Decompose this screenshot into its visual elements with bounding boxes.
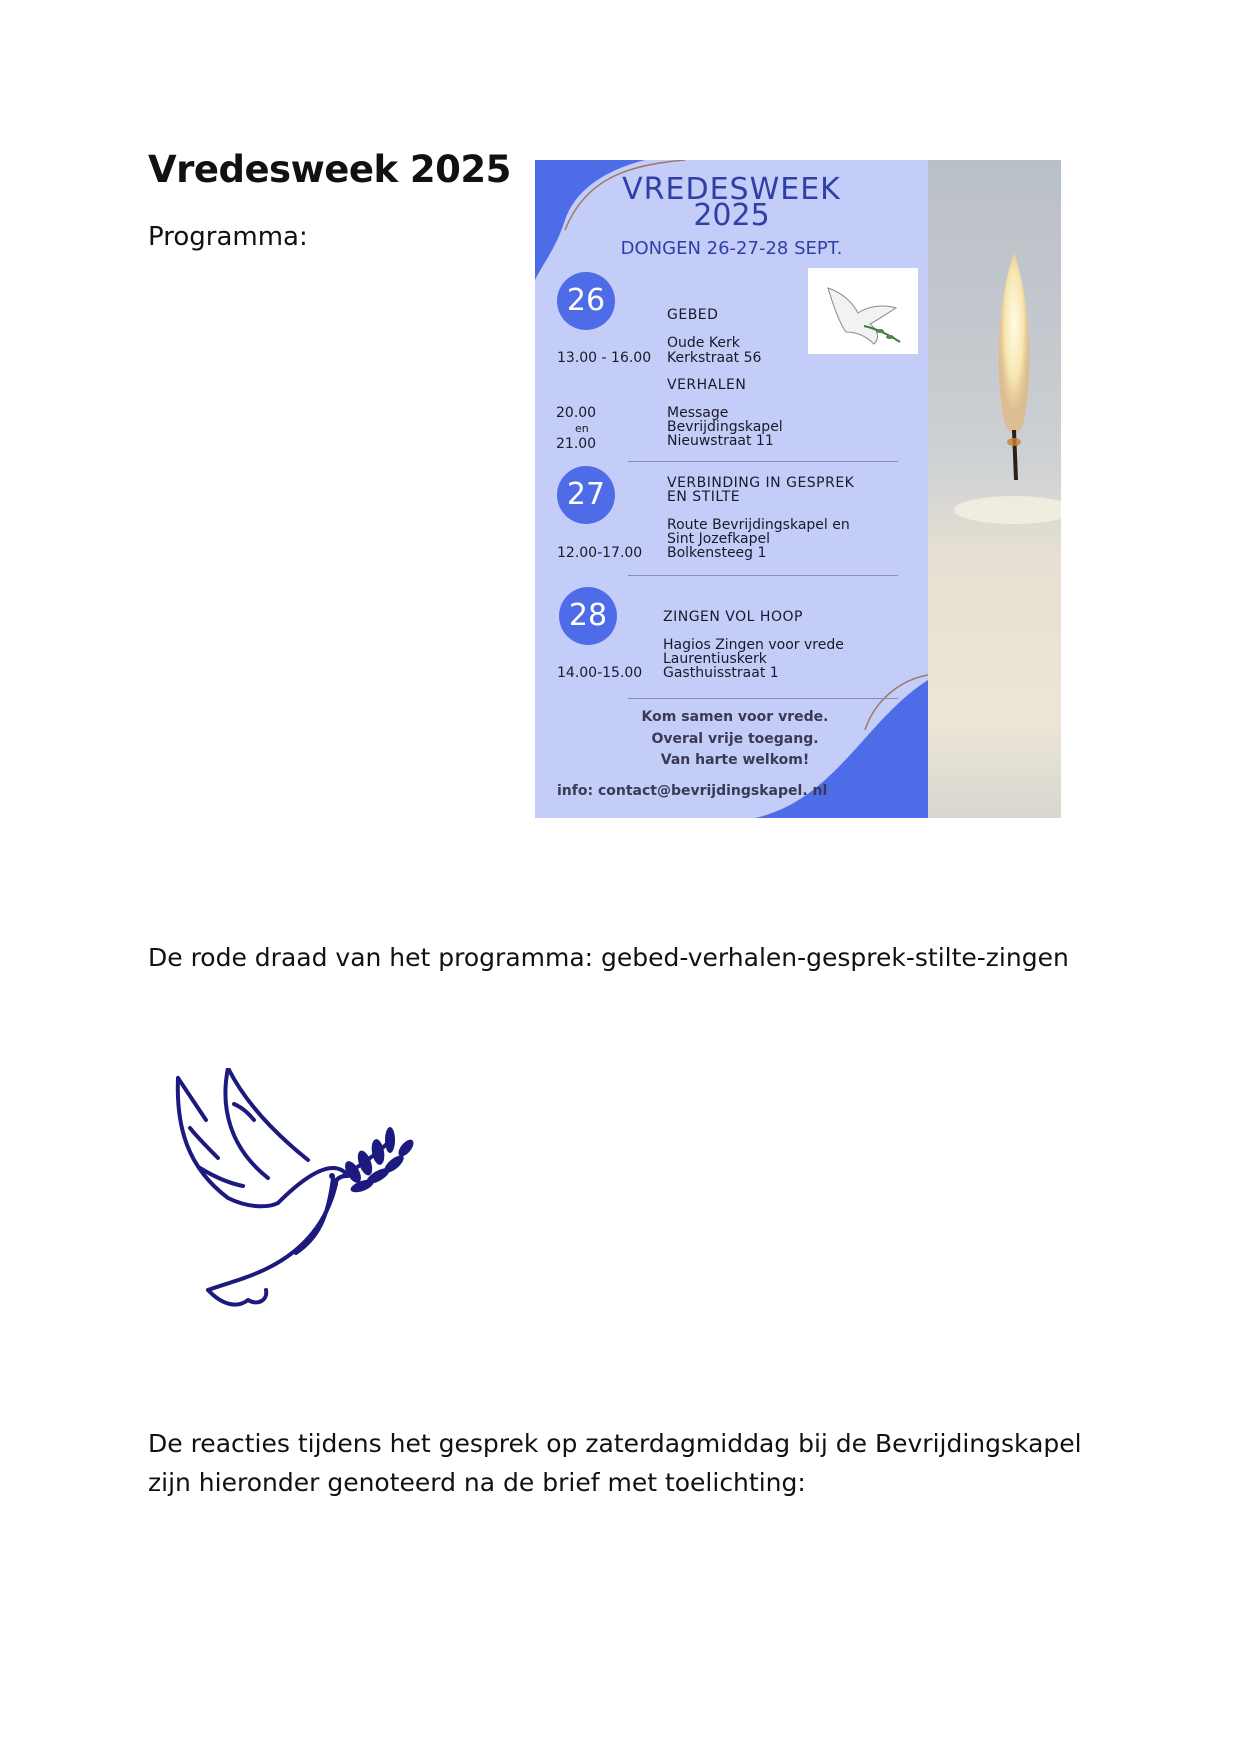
day26-time2-and: en [575, 422, 589, 435]
flyer-info: info: contact@bevrijdingskapel. nl [557, 783, 828, 799]
day26-place1-line2: Kerkstraat 56 [667, 350, 762, 366]
day28-event: ZINGEN VOL HOOP [663, 609, 803, 625]
dove-outline-icon [168, 1068, 448, 1318]
day26-event1: GEBED [667, 307, 719, 323]
candle-image [928, 160, 1061, 818]
closing-line2: Overal vrije toegang. [651, 731, 819, 747]
flyer-subtitle: DONGEN 26-27-28 SEPT. [620, 238, 843, 259]
paragraph-common-thread: De rode draad van het programma: gebed-verhalen-gesprek-stilte-zingen [148, 943, 1069, 972]
flyer-title-line2: 2025 [693, 198, 770, 233]
paragraph-reactions-line1: De reacties tijdens het gesprek op zaterdagmiddag bij de Bevrijdingskapel [148, 1429, 1082, 1458]
dove-icon [808, 268, 918, 354]
day27-place-line3: Bolkensteeg 1 [667, 545, 767, 561]
paragraph-reactions-line2: zijn hieronder genoteerd na de brief met toelichting: [148, 1468, 806, 1497]
day28-place-line3: Gasthuisstraat 1 [663, 665, 779, 681]
day26-place2-line3: Nieuwstraat 11 [667, 433, 774, 449]
day26-place2-line1: Message [667, 405, 729, 421]
candle-flame-icon [928, 160, 1061, 818]
day27-event-line2: EN STILTE [667, 489, 741, 505]
separator [628, 575, 898, 576]
flyer-panel [535, 160, 928, 818]
day26-time1: 13.00 - 16.00 [557, 350, 652, 366]
program-flyer [535, 160, 1061, 818]
day28-time: 14.00-15.00 [557, 665, 643, 681]
day28-place-line2: Laurentiuskerk [663, 651, 767, 667]
closing-line3: Van harte welkom! [660, 752, 810, 768]
day-27-badge: 27 [557, 466, 615, 524]
day26-time2b: 21.00 [556, 436, 597, 452]
day-26-badge: 26 [557, 272, 615, 330]
day26-time2a: 20.00 [556, 405, 597, 421]
day27-place-line2: Sint Jozefkapel [667, 531, 771, 547]
day27-place-line1: Route Bevrijdingskapel en [667, 517, 850, 533]
separator [628, 461, 898, 462]
closing-line1: Kom samen voor vrede. [641, 709, 829, 725]
day-28-badge: 28 [559, 587, 617, 645]
flyer-dove-image [808, 268, 918, 354]
day27-time: 12.00-17.00 [557, 545, 643, 561]
day28-place-line1: Hagios Zingen voor vrede [663, 637, 844, 653]
day26-place1-line1: Oude Kerk [667, 335, 740, 351]
page-subtitle: Programma: [148, 222, 308, 252]
day26-event2: VERHALEN [667, 377, 747, 393]
separator [628, 698, 898, 699]
flyer-title-line1: VREDESWEEK [622, 172, 841, 207]
page-title: Vredesweek 2025 [148, 148, 511, 191]
day26-place2-line2: Bevrijdingskapel [667, 419, 783, 435]
day27-event-line1: VERBINDING IN GESPREK [667, 475, 855, 491]
